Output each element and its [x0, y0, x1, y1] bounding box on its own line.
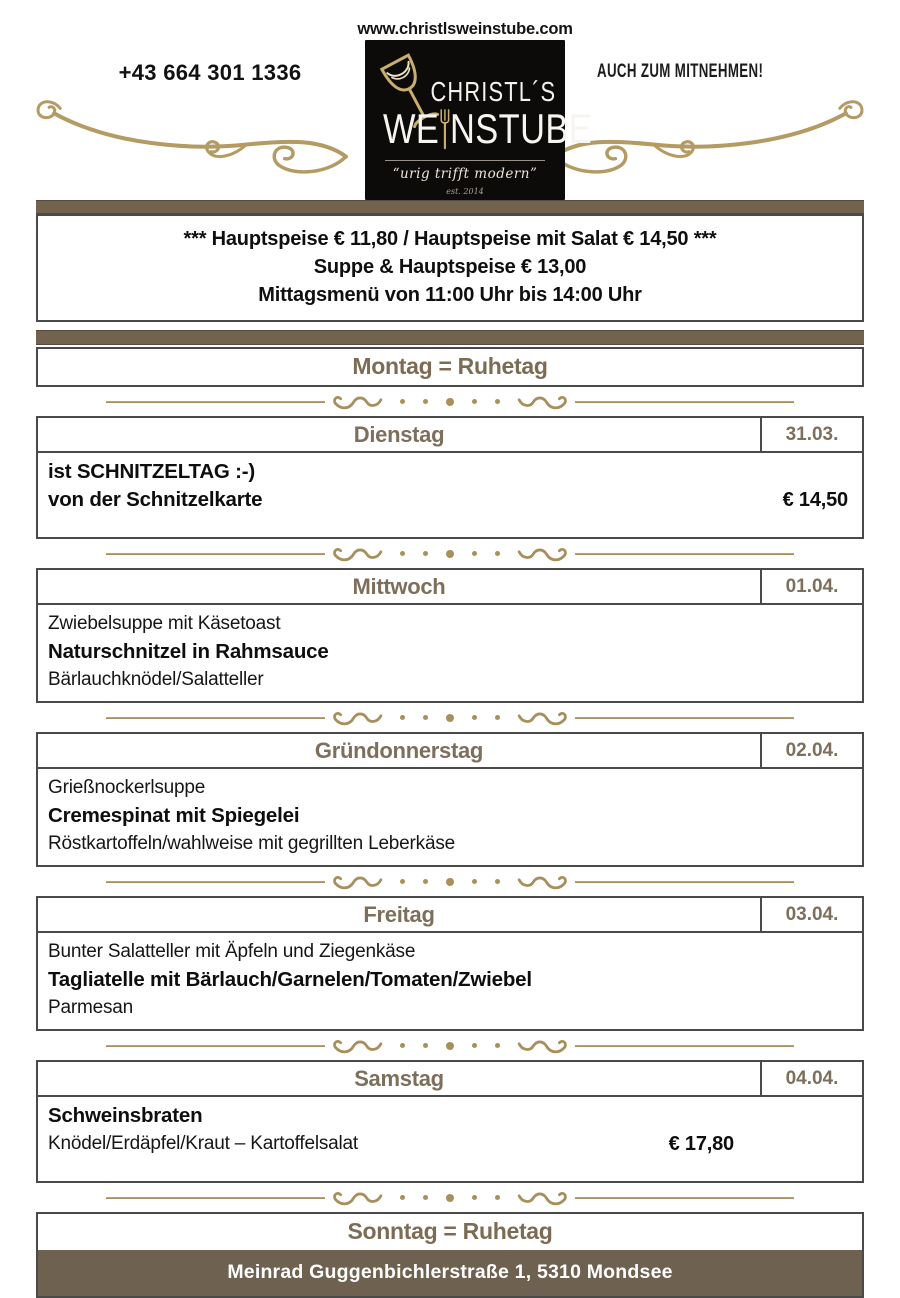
menu-item — [48, 1130, 852, 1158]
logo-title-line2 — [383, 105, 593, 152]
swirl-ornament-left — [333, 873, 383, 891]
header — [0, 0, 900, 200]
day-card-gruendonnerstag — [36, 732, 864, 867]
day-name: Gründonnerstag — [314, 737, 484, 763]
divider-dot — [495, 1195, 500, 1200]
menu-item: Zwiebelsuppe mit Käsetoast — [48, 613, 281, 634]
decor-bar-mid — [36, 330, 864, 345]
price-info-banner — [36, 214, 864, 322]
day-date: 01.04. — [760, 570, 862, 603]
menu-item: Naturschnitzel in Rahmsauce — [48, 640, 329, 663]
swirl-ornament-left — [333, 709, 383, 727]
day-card-dienstag — [36, 416, 864, 539]
menu-item: Parmesan — [48, 997, 133, 1018]
divider-dot — [495, 715, 500, 720]
divider-dot — [423, 399, 428, 404]
menu-item: Bunter Salatteller mit Äpfeln und Ziegenkäse — [48, 941, 416, 962]
logo-title-line1: CHRISTL´S — [430, 76, 556, 107]
menu-item-text: Knödel/Erdäpfel/Kraut – Kartoffelsalat — [48, 1133, 358, 1154]
divider-dot — [400, 551, 405, 556]
day-date: 04.04. — [760, 1062, 862, 1095]
swirl-ornament-right — [517, 873, 567, 891]
logo-established: est. 2014 — [446, 187, 484, 196]
fork-icon — [439, 108, 450, 150]
divider-dot — [472, 1043, 477, 1048]
section-divider — [106, 539, 794, 568]
swirl-ornament-left — [333, 1189, 383, 1207]
divider-dot — [472, 1195, 477, 1200]
divider-dot — [472, 715, 477, 720]
swirl-ornament-left — [333, 393, 383, 411]
swirl-ornament-right — [517, 393, 567, 411]
flourish-ornament-right — [548, 93, 870, 181]
address-bar: Meinrad Guggenbichlerstraße 1, 5310 Mondsee — [38, 1250, 862, 1296]
divider-line — [575, 553, 794, 555]
divider-line — [106, 881, 325, 883]
day-name: Dienstag — [353, 421, 445, 447]
swirl-ornament-right — [517, 1037, 567, 1055]
day-header — [38, 898, 862, 933]
section-divider — [106, 1031, 794, 1060]
price-info-line3: Mittagsmenü von 11:00 Uhr bis 14:00 Uhr — [258, 284, 642, 306]
section-divider — [106, 1183, 794, 1212]
menu-item — [48, 486, 852, 514]
sunday-closed-banner: Sonntag = Ruhetag — [38, 1214, 862, 1250]
menu-item-text: von der Schnitzelkarte — [48, 488, 263, 511]
menu-price: € 14,50 — [782, 489, 848, 511]
day-header — [38, 418, 862, 453]
day-name: Mittwoch — [352, 573, 446, 599]
divider-line — [575, 401, 794, 403]
logo-divider — [385, 160, 545, 161]
day-card-freitag — [36, 896, 864, 1031]
divider-dot — [495, 551, 500, 556]
divider-line — [575, 881, 794, 883]
menu-item: Schweinsbraten — [48, 1104, 203, 1127]
menu-item: Bärlauchknödel/Salatteller — [48, 669, 264, 690]
divider-dot — [495, 879, 500, 884]
divider-dot-large — [446, 398, 454, 406]
divider-dot — [423, 551, 428, 556]
divider-dot — [400, 1195, 405, 1200]
day-card-samstag — [36, 1060, 864, 1183]
divider-line — [106, 717, 325, 719]
day-card-mittwoch — [36, 568, 864, 703]
flourish-ornament-left — [30, 93, 352, 181]
monday-closed-banner: Montag = Ruhetag — [36, 347, 864, 387]
day-name: Samstag — [354, 1065, 444, 1091]
section-divider — [106, 387, 794, 416]
day-header — [38, 570, 862, 605]
logo-line2-post: NSTUBE — [449, 105, 593, 152]
divider-dot-large — [446, 1042, 454, 1050]
divider-dot — [400, 399, 405, 404]
day-menu — [38, 769, 862, 865]
divider-dot-large — [446, 550, 454, 558]
day-header — [38, 1062, 862, 1097]
divider-line — [106, 401, 325, 403]
divider-dot — [400, 1043, 405, 1048]
divider-line — [106, 1045, 325, 1047]
day-menu — [38, 1097, 862, 1181]
swirl-ornament-left — [333, 545, 383, 563]
day-menu — [38, 605, 862, 701]
divider-dot — [423, 879, 428, 884]
menu-item: Röstkartoffeln/wahlweise mit gegrillten Leberkäse — [48, 833, 456, 854]
divider-dot — [400, 879, 405, 884]
phone-number: +43 664 301 1336 — [118, 60, 302, 85]
divider-line — [575, 1197, 794, 1199]
day-menu — [38, 933, 862, 1029]
closing-section — [36, 1212, 864, 1298]
decor-bar-top — [36, 200, 864, 214]
logo — [365, 40, 593, 200]
menu-price: € 17,80 — [668, 1133, 734, 1155]
day-header — [38, 734, 862, 769]
divider-dot — [472, 879, 477, 884]
swirl-ornament-right — [517, 709, 567, 727]
divider-dot-large — [446, 878, 454, 886]
divider-dot — [495, 1043, 500, 1048]
logo-line2-pre: WE — [383, 105, 440, 152]
day-name: Freitag — [363, 901, 435, 927]
day-date: 03.04. — [760, 898, 862, 931]
day-date: 02.04. — [760, 734, 862, 767]
divider-line — [106, 1197, 325, 1199]
divider-dot-large — [446, 1194, 454, 1202]
divider-dot — [423, 1195, 428, 1200]
day-menu — [38, 453, 862, 537]
divider-dot — [423, 715, 428, 720]
section-divider — [106, 867, 794, 896]
menu-content — [36, 200, 864, 1298]
menu-item: Cremespinat mit Spiegelei — [48, 804, 300, 827]
day-date: 31.03. — [760, 418, 862, 451]
divider-dot — [495, 399, 500, 404]
menu-item: ist SCHNITZELTAG :-) — [48, 460, 256, 483]
divider-line — [575, 1045, 794, 1047]
swirl-ornament-right — [517, 1189, 567, 1207]
divider-dot — [423, 1043, 428, 1048]
section-divider — [106, 703, 794, 732]
swirl-ornament-left — [333, 1037, 383, 1055]
price-info-line1: *** Hauptspeise € 11,80 / Hauptspeise mit Salat € 14,50 *** — [183, 228, 717, 250]
menu-item: Grießnockerlsuppe — [48, 777, 206, 798]
divider-line — [106, 553, 325, 555]
website-url: www.christlsweinstube.com — [357, 20, 573, 38]
divider-dot-large — [446, 714, 454, 722]
divider-dot — [472, 551, 477, 556]
divider-dot — [472, 399, 477, 404]
takeaway-note: AUCH ZUM MITNEHMEN! — [597, 61, 764, 82]
price-info-line2: Suppe & Hauptspeise € 13,00 — [313, 256, 587, 278]
swirl-ornament-right — [517, 545, 567, 563]
divider-line — [575, 717, 794, 719]
divider-dot — [400, 715, 405, 720]
menu-item: Tagliatelle mit Bärlauch/Garnelen/Tomaten/Zwiebel — [48, 968, 532, 991]
logo-tagline: “urig trifft modern” — [392, 166, 538, 182]
